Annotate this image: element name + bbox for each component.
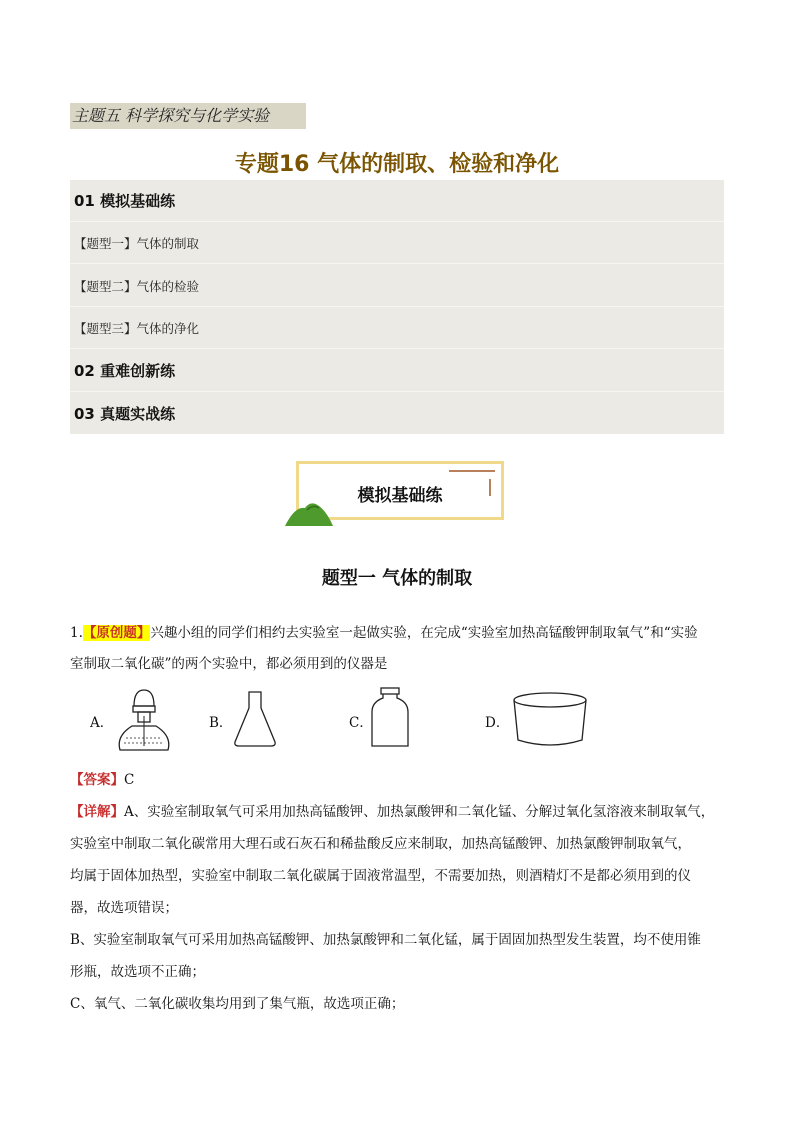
- option-b-label[interactable]: B．: [209, 715, 233, 731]
- detail-line-7: C、氧气、二氧化碳收集均用到了集气瓶，故选项正确；: [70, 996, 405, 1012]
- water-trough-icon: [510, 690, 590, 748]
- answer-line: [70, 768, 134, 788]
- gas-collecting-bottle-icon: [370, 686, 410, 750]
- toc-subitem-3[interactable]: 【题型三】气体的净化: [70, 307, 724, 349]
- theme-label: 主题五 科学探究与化学实验: [70, 103, 306, 129]
- page-title: 专题16 气体的制取、检验和净化: [234, 152, 560, 177]
- option-c-label[interactable]: C．: [349, 715, 373, 731]
- detail-text: A、实验室制取氧气可采用加热高锰酸钾、加热氯酸钾和二氧化锰、分解过氧化氢溶液来制取氧气，: [124, 804, 715, 820]
- banner-title: 模拟基础练: [357, 486, 443, 506]
- detail-line-4: 器，故选项错误；: [70, 900, 178, 916]
- banner-decoration-line: [449, 470, 495, 472]
- answer-label: 【答案】: [70, 772, 124, 788]
- question-1-line-1: [70, 621, 698, 641]
- detail-line-2: 实验室中制取二氧化碳常用大理石或石灰石和稀盐酸反应来制取，加热高锰酸钾、加热氯酸钾制取氧气，: [70, 836, 691, 852]
- toc-subitem-1[interactable]: 【题型一】气体的制取: [70, 222, 724, 264]
- mountain-icon: [285, 498, 335, 528]
- question-text-1: 兴趣小组的同学们相约去实验室一起做实验，在完成“实验室加热高锰酸钾制取氧气”和“实验: [150, 625, 698, 641]
- question-number: 1.: [70, 625, 83, 641]
- toc-subitem-2[interactable]: 【题型二】气体的检验: [70, 265, 724, 307]
- option-a-label[interactable]: A．: [90, 715, 114, 731]
- alcohol-lamp-icon: [114, 686, 174, 754]
- detail-line-5: B、实验室制取氧气可采用加热高锰酸钾、加热氯酸钾和二氧化锰，属于固固加热型发生装置，均不使用锥: [70, 932, 701, 948]
- toc-section-2[interactable]: 02 重难创新练: [70, 350, 724, 392]
- original-question-tag: 【原创题】: [82, 625, 151, 641]
- table-of-contents: [70, 180, 724, 434]
- option-d-label[interactable]: D．: [485, 715, 510, 731]
- toc-section-1[interactable]: 01 模拟基础练: [70, 180, 724, 222]
- question-1-line-2: 室制取二氧化碳”的两个实验中，都必须用到的仪器是: [70, 656, 388, 672]
- toc-section-3[interactable]: 03 真题实战练: [74, 404, 176, 423]
- answer-value: C: [124, 772, 135, 788]
- detail-line-1: [70, 800, 714, 820]
- detail-line-3: 均属于固体加热型，实验室中制取二氧化碳属于固液常温型，不需要加热，则酒精灯不是都必须用到的仪: [70, 868, 691, 884]
- detail-label: 【详解】: [70, 804, 124, 820]
- detail-line-6: 形瓶，故选项不正确；: [70, 964, 205, 980]
- conical-flask-icon: [232, 690, 278, 748]
- section-title: 题型一 气体的制取: [321, 568, 473, 589]
